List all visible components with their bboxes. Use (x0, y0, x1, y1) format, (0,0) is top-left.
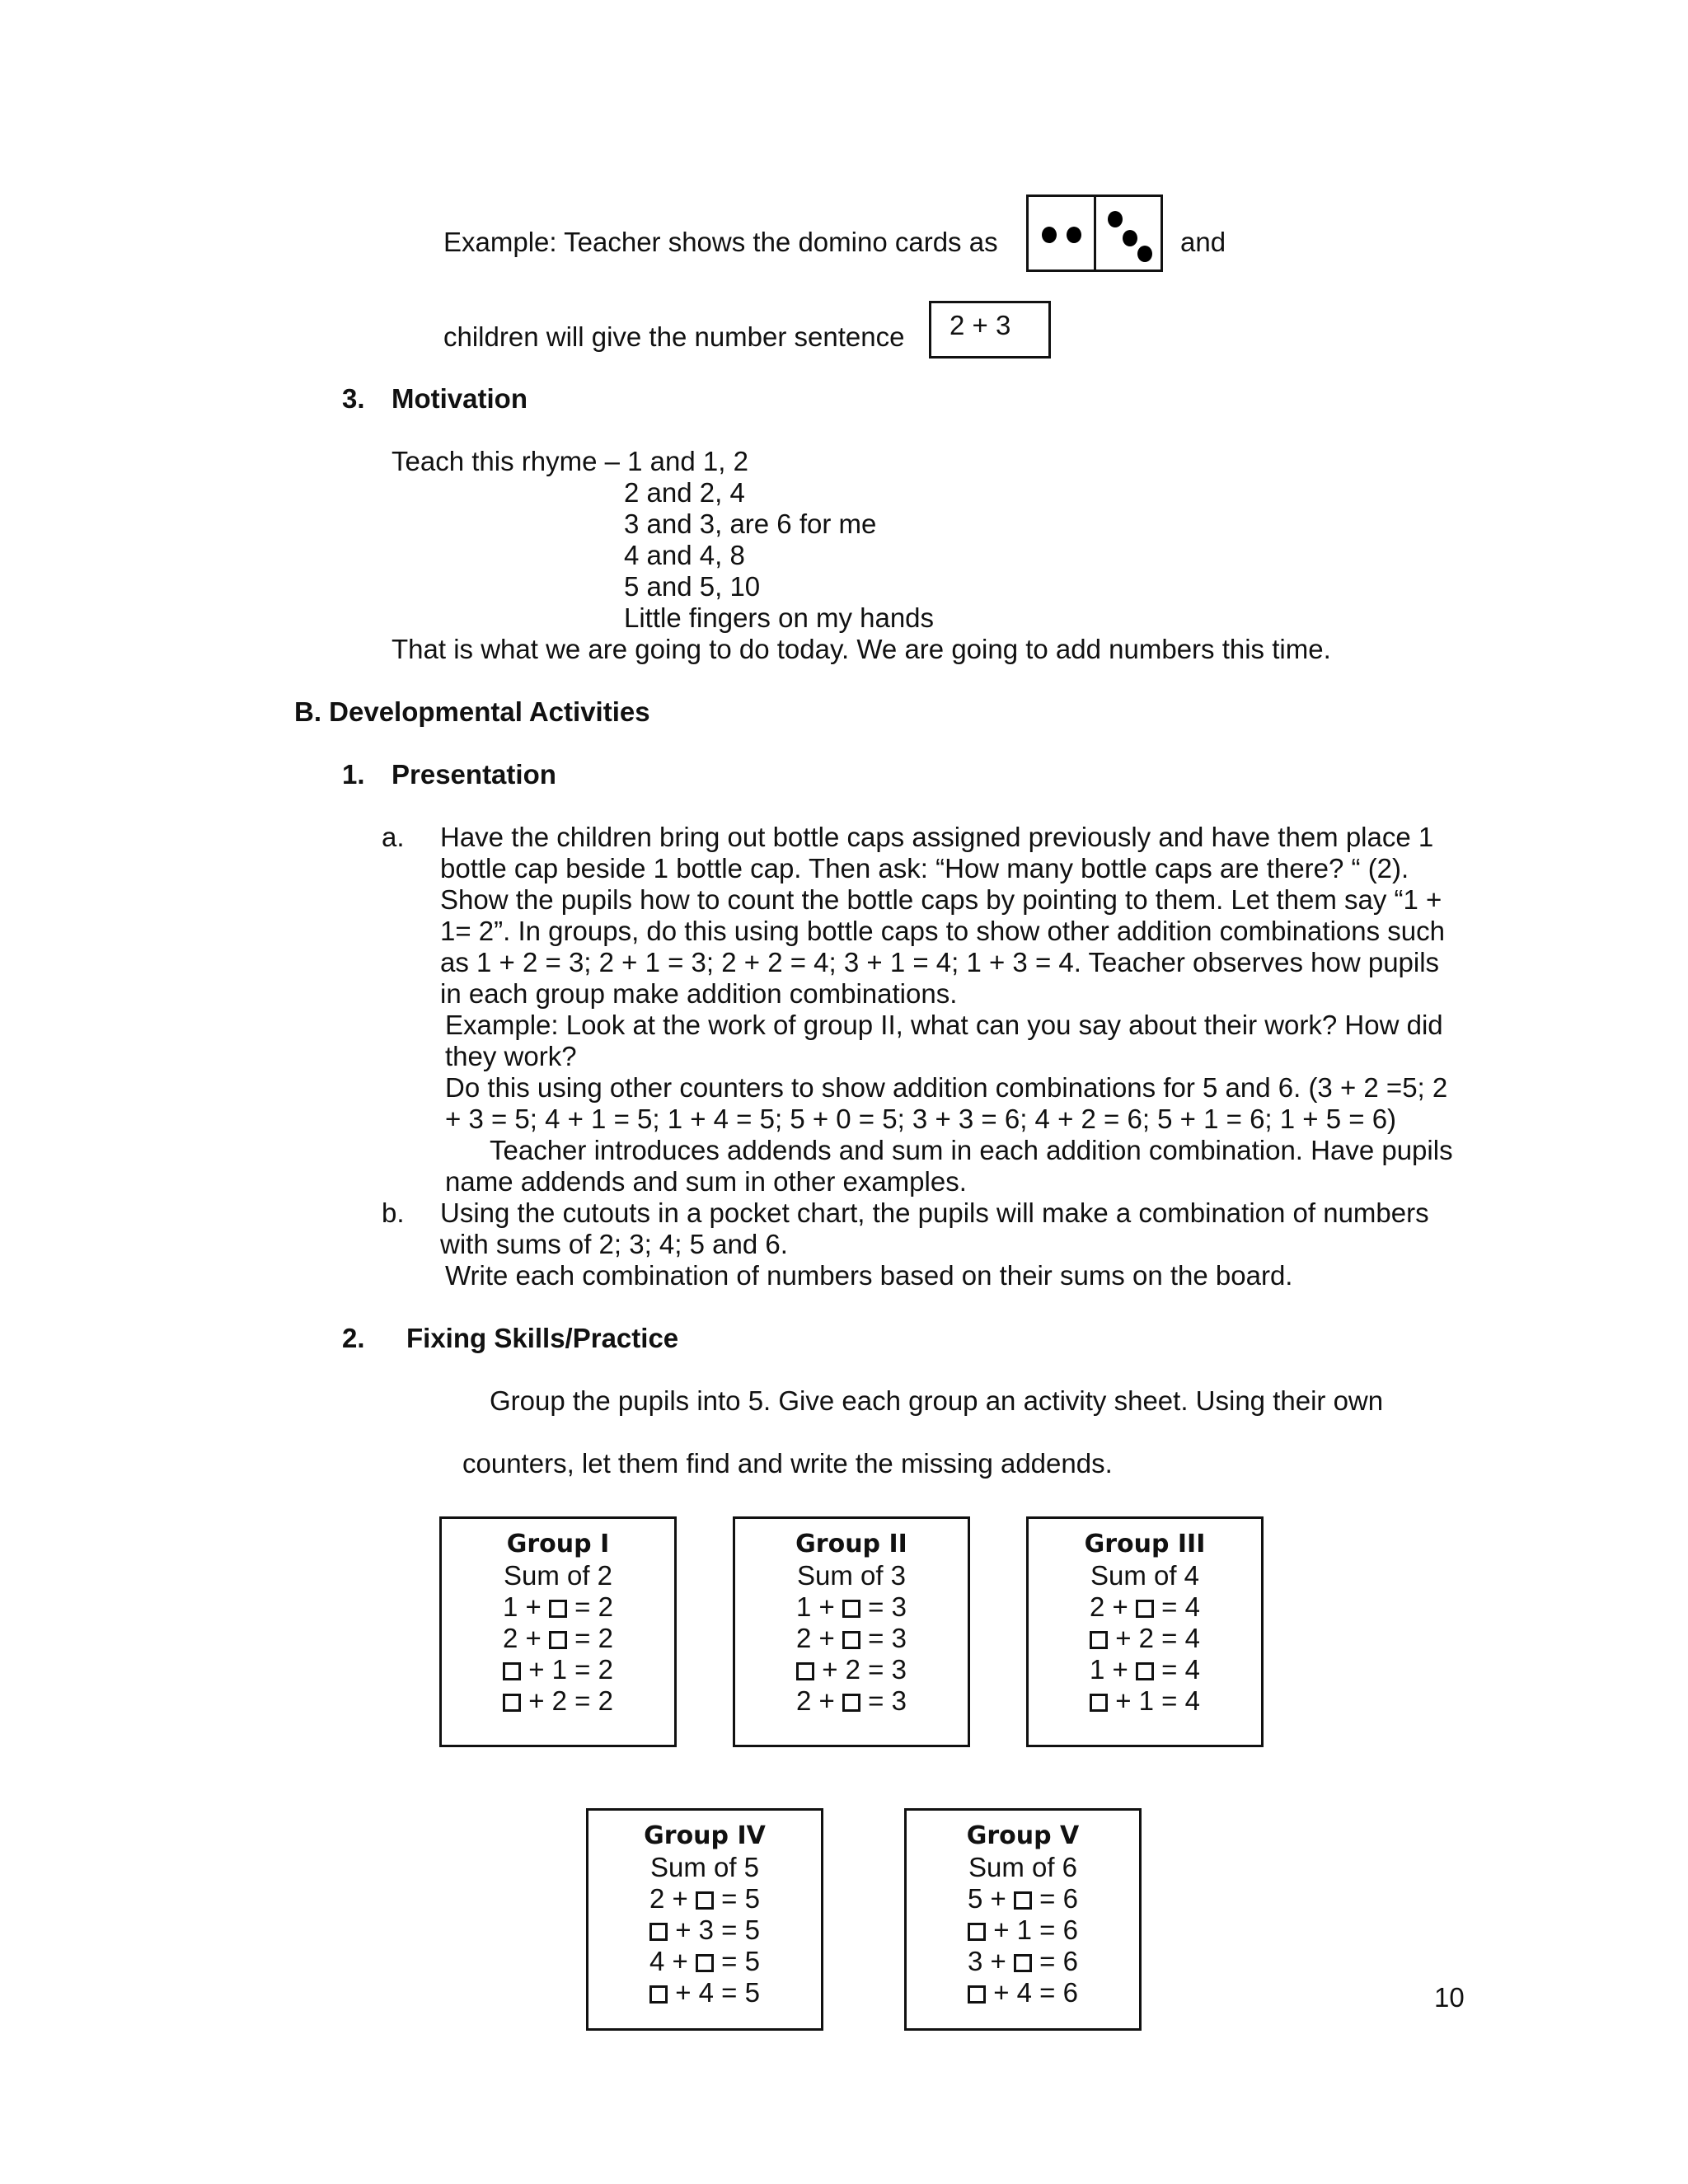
equation-right: + 1 = 4 (1108, 1685, 1200, 1716)
equation-row (907, 1977, 1139, 2008)
presentation-heading: Presentation (392, 759, 556, 790)
rhyme-intro: Teach this rhyme – 1 and 1, 2 (392, 446, 748, 476)
developmental-heading: B. Developmental Activities (294, 696, 650, 727)
group-sum: Sum of 5 (649, 1852, 760, 1882)
equation-row (442, 1654, 674, 1685)
equation-right: = 6 (1032, 1946, 1078, 1976)
equation-right: = 3 (860, 1623, 907, 1653)
item-a-line: bottle cap beside 1 bottle cap. Then ask: “How many bottle caps are there? “ (2). (440, 853, 1409, 883)
group-sum: Sum of 4 (1090, 1560, 1200, 1591)
motivation-heading: Motivation (392, 383, 528, 414)
missing-addend-box (1014, 1954, 1032, 1972)
number-sentence-text: children will give the number sentence (443, 321, 905, 352)
equation-left: 2 + (1090, 1591, 1136, 1622)
group-card (1026, 1516, 1264, 1747)
equation-row (588, 1977, 821, 2008)
equation-left: 5 + (968, 1883, 1014, 1914)
equation-left: 4 + (649, 1946, 696, 1976)
equation-row (907, 1946, 1139, 1977)
example-line: Do this using other counters to show addition combinations for 5 and 6. (3 + 2 =5; 2 (445, 1072, 1448, 1103)
equation-right: + 3 = 5 (668, 1915, 760, 1945)
domino-right-half (1094, 197, 1161, 269)
equation-right: + 4 = 6 (986, 1977, 1078, 2008)
item-a-line: Show the pupils how to count the bottle caps by pointing to them. Let them say “1 + (440, 884, 1442, 915)
rhyme-line: 4 and 4, 8 (624, 540, 745, 570)
equation-left: 2 + (649, 1883, 696, 1914)
example-line: they work? (445, 1041, 577, 1071)
equation-row (442, 1591, 674, 1623)
example-line: + 3 = 5; 4 + 1 = 5; 1 + 4 = 5; 5 + 0 = 5; 3 + 3 = 6; 4 + 2 = 6; 5 + 1 = 6; 1 + 5 = 6) (445, 1104, 1397, 1134)
group-title: Group III (1084, 1530, 1206, 1558)
equation-row (442, 1623, 674, 1654)
missing-addend-box (1136, 1662, 1154, 1680)
missing-addend-box (1090, 1694, 1108, 1712)
equation-right: + 4 = 5 (668, 1977, 760, 2008)
equation-row (1029, 1623, 1261, 1654)
missing-addend-box (549, 1631, 567, 1649)
equation-right: + 1 = 2 (521, 1654, 613, 1685)
equation-left: 1 + (1090, 1654, 1136, 1685)
equation-row (735, 1654, 968, 1685)
equation-left: 2 + (796, 1623, 842, 1653)
equation-row (907, 1915, 1139, 1946)
domino-dot (1137, 246, 1152, 262)
equation-right: = 6 (1032, 1883, 1078, 1914)
missing-addend-box (503, 1694, 521, 1712)
missing-addend-box (796, 1662, 814, 1680)
equation-left: 2 + (796, 1685, 842, 1716)
equation-row (735, 1591, 968, 1623)
group-title: Group IV (644, 1821, 766, 1850)
page-number: 10 (1434, 1982, 1465, 2013)
group-card (439, 1516, 677, 1747)
equation-right: = 2 (567, 1623, 613, 1653)
missing-addend-box (503, 1662, 521, 1680)
fixing-heading: Fixing Skills/Practice (406, 1323, 679, 1353)
fixing-line: Group the pupils into 5. Give each group an activity sheet. Using their own (490, 1385, 1384, 1416)
missing-addend-box (842, 1600, 860, 1618)
equation-right: + 2 = 2 (521, 1685, 613, 1716)
missing-addend-box (1090, 1631, 1108, 1649)
equation-left: 3 + (968, 1946, 1014, 1976)
fixing-line: counters, let them find and write the missing addends. (462, 1448, 1113, 1479)
equation-right: = 5 (714, 1883, 760, 1914)
equation-row (907, 1883, 1139, 1915)
equation-row (735, 1685, 968, 1717)
group-card (586, 1808, 823, 2031)
missing-addend-box (842, 1631, 860, 1649)
equation-row (1029, 1685, 1261, 1717)
fixing-number: 2. (342, 1323, 365, 1353)
missing-addend-box (649, 1923, 668, 1941)
missing-addend-box (1014, 1891, 1032, 1910)
equation-right: = 3 (860, 1685, 907, 1716)
missing-addend-box (968, 1985, 986, 2004)
item-a-line: in each group make addition combinations. (440, 978, 958, 1009)
equation-row (1029, 1654, 1261, 1685)
domino-card (1026, 194, 1163, 272)
domino-dot (1067, 227, 1081, 243)
equation-right: + 2 = 3 (814, 1654, 907, 1685)
rhyme-line: 2 and 2, 4 (624, 477, 745, 508)
missing-addend-box (842, 1694, 860, 1712)
equation-row (442, 1685, 674, 1717)
equation-right: + 2 = 4 (1108, 1623, 1200, 1653)
motivation-closing: That is what we are going to do today. We are going to add numbers this time. (392, 634, 1331, 664)
example-domino-text: Example: Teacher shows the domino cards as (443, 227, 998, 257)
domino-left-half (1029, 197, 1094, 269)
group-card (904, 1808, 1142, 2031)
equation-right: = 3 (860, 1591, 907, 1622)
equation-right: = 4 (1154, 1654, 1200, 1685)
group-title: Group I (506, 1530, 610, 1558)
item-a-line: 1= 2”. In groups, do this using bottle caps to show other addition combinations such (440, 916, 1445, 946)
example-line: Example: Look at the work of group II, what can you say about their work? How did (445, 1010, 1443, 1040)
equation-row (588, 1883, 821, 1915)
rhyme-line: 5 and 5, 10 (624, 571, 761, 602)
equation-left: 1 + (796, 1591, 842, 1622)
equation-row (588, 1946, 821, 1977)
missing-addend-box (696, 1954, 714, 1972)
missing-addend-box (968, 1923, 986, 1941)
domino-dot (1123, 230, 1137, 246)
group-card (733, 1516, 970, 1747)
group-sum: Sum of 3 (796, 1560, 907, 1591)
item-a-line: as 1 + 2 = 3; 2 + 1 = 3; 2 + 2 = 4; 3 + 1 = 4; 1 + 3 = 4. Teacher observes how pupils (440, 947, 1440, 977)
domino-dot (1042, 227, 1057, 243)
equation-right: + 1 = 6 (986, 1915, 1078, 1945)
item-a-line: Have the children bring out bottle caps assigned previously and have them place 1 (440, 822, 1434, 852)
missing-addend-box (1136, 1600, 1154, 1618)
rhyme-line: Little fingers on my hands (624, 602, 935, 633)
group-title: Group V (966, 1821, 1080, 1850)
equation-left: 1 + (503, 1591, 549, 1622)
item-b-line: with sums of 2; 3; 4; 5 and 6. (440, 1229, 788, 1259)
item-b-line: Using the cutouts in a pocket chart, the pupils will make a combination of numbers (440, 1197, 1429, 1228)
missing-addend-box (549, 1600, 567, 1618)
equation-right: = 2 (567, 1591, 613, 1622)
missing-addend-box (696, 1891, 714, 1910)
item-b-label: b. (382, 1197, 405, 1228)
equation-row (735, 1623, 968, 1654)
group-title: Group II (795, 1530, 907, 1558)
item-a-label: a. (382, 822, 405, 852)
number-sentence-box: 2 + 3 (929, 301, 1051, 359)
domino-dot (1108, 211, 1123, 227)
example-line: name addends and sum in other examples. (445, 1166, 967, 1197)
missing-addend-box (649, 1985, 668, 2004)
presentation-number: 1. (342, 759, 365, 790)
equation-right: = 4 (1154, 1591, 1200, 1622)
group-sum: Sum of 2 (503, 1560, 613, 1591)
and-text: and (1180, 227, 1226, 257)
equation-left: 2 + (503, 1623, 549, 1653)
group-sum: Sum of 6 (968, 1852, 1078, 1882)
rhyme-line: 3 and 3, are 6 for me (624, 509, 877, 539)
item-b-after: Write each combination of numbers based on their sums on the board. (445, 1260, 1293, 1291)
equation-row (1029, 1591, 1261, 1623)
example-line: Teacher introduces addends and sum in each addition combination. Have pupils (490, 1135, 1453, 1165)
equation-right: = 5 (714, 1946, 760, 1976)
motivation-number: 3. (342, 383, 365, 414)
equation-row (588, 1915, 821, 1946)
